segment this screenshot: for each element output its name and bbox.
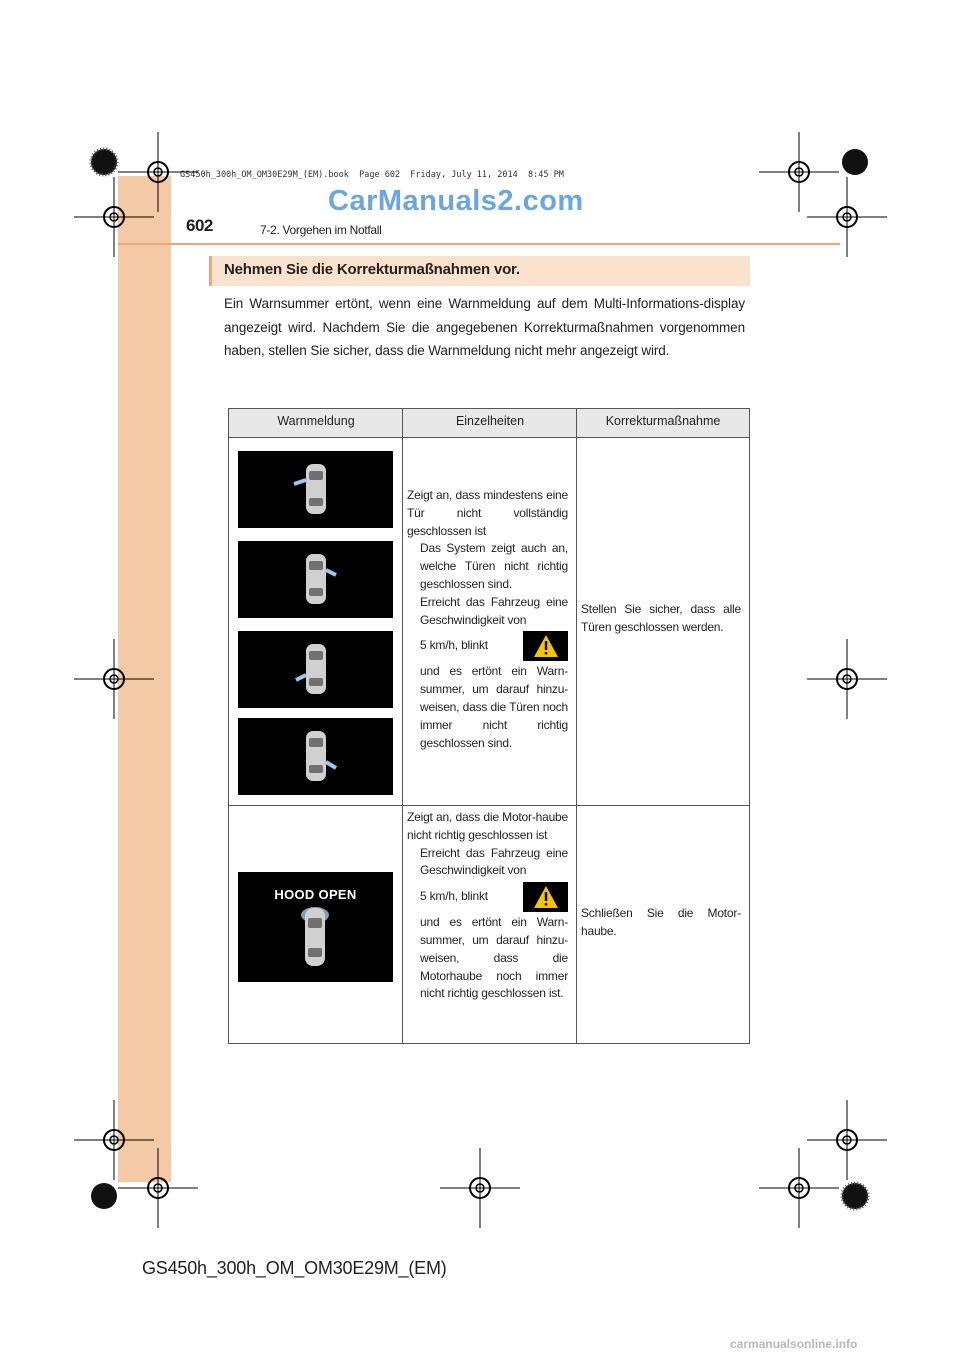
row1-details-sub2: Erreicht das Fahrzeug eine Geschwindigkeit von — [420, 594, 568, 627]
row2-details — [407, 809, 568, 1003]
print-mark-icon — [89, 147, 119, 177]
print-mark-icon — [89, 1181, 119, 1211]
header-einzelheiten: Einzelheiten — [455, 414, 525, 428]
row1-speed-text: 5 km/h, blinkt — [420, 638, 488, 653]
registration-mark-icon — [118, 1148, 198, 1228]
column-divider — [576, 409, 577, 1043]
row1-action: Stellen Sie sicher, dass alle Türen geschlossen werden. — [581, 602, 741, 634]
table-header-row — [229, 409, 749, 438]
registration-mark-icon — [74, 639, 154, 719]
book-info: GS450h_300h_OM_OM30E29M_(EM).book Page 602 Friday, July 11, 2014 8:45 PM — [180, 170, 564, 180]
door-open-display-front-left — [238, 451, 393, 528]
registration-mark-icon — [807, 639, 887, 719]
row1-details-sub1: Das System zeigt auch an, welche Türen nicht richtig geschlossen sind. — [420, 541, 568, 591]
heading-bar — [209, 256, 750, 286]
row1-details-sub3: und es ertönt ein Warn-summer, um darauf hinzu-weisen, dass die Türen noch immer nicht richtig geschlossen sind. — [420, 664, 568, 750]
print-mark-icon — [840, 1181, 870, 1211]
row1-speed-row — [407, 631, 568, 661]
footer-model-code: GS450h_300h_OM_OM30E29M_(EM) — [142, 1258, 447, 1278]
row2-details-main: Zeigt an, dass die Motor-haube nicht richtig geschlossen ist — [407, 810, 568, 842]
row2-speed-text: 5 km/h, blinkt — [420, 889, 488, 904]
row2-action: Schließen Sie die Motor-haube. — [581, 906, 741, 938]
warning-triangle-icon — [523, 882, 568, 912]
registration-mark-icon — [74, 177, 154, 257]
warning-triangle-icon — [523, 631, 568, 661]
print-mark-icon — [840, 147, 870, 177]
row2-details-sub3: und es ertönt ein Warn-summer, um darauf hinzu-weisen, dass die Motorhaube noch immer nicht richtig geschlossen ist. — [420, 915, 568, 1001]
intro-paragraph: Ein Warnsummer ertönt, wenn eine Warnmeldung auf dem Multi-Informations-display angezeigt wird. Nachdem Sie die angegebenen Korrekturmaßnahmen vorgenommen haben, stellen Sie sicher, dass die Warnmeldung nicht mehr angezeigt wird. — [224, 296, 745, 358]
door-open-display-rear-right — [238, 718, 393, 795]
watermark-bottom[interactable]: carmanualsonline.info — [730, 1337, 858, 1351]
hood-open-label: HOOD OPEN — [274, 887, 357, 902]
registration-mark-icon — [440, 1148, 520, 1228]
registration-mark-icon — [759, 1148, 839, 1228]
row-divider — [229, 805, 749, 806]
door-open-display-rear-left — [238, 631, 393, 708]
row2-speed-row — [407, 882, 568, 912]
header-korrektur: Korrekturmaßnahme — [605, 414, 721, 428]
warning-table — [228, 408, 750, 1044]
header-rule — [118, 243, 840, 245]
column-divider — [402, 409, 403, 1043]
row2-details-sub2: Erreicht das Fahrzeug eine Geschwindigkeit von — [420, 845, 568, 878]
door-open-display-front-right — [238, 541, 393, 618]
watermark-top[interactable]: CarManuals2.com — [328, 185, 584, 217]
registration-mark-icon — [807, 177, 887, 257]
row1-details-main: Zeigt an, dass mindestens eine Tür nicht vollständig geschlossen ist — [407, 488, 568, 538]
page-number: 602 — [186, 216, 213, 235]
row1-details — [407, 487, 568, 752]
section-title: 7-2. Vorgehen im Notfall — [260, 223, 382, 237]
heading-text: Nehmen Sie die Korrekturmaßnahmen vor. — [224, 261, 520, 278]
header-warnmeldung: Warnmeldung — [277, 414, 355, 428]
